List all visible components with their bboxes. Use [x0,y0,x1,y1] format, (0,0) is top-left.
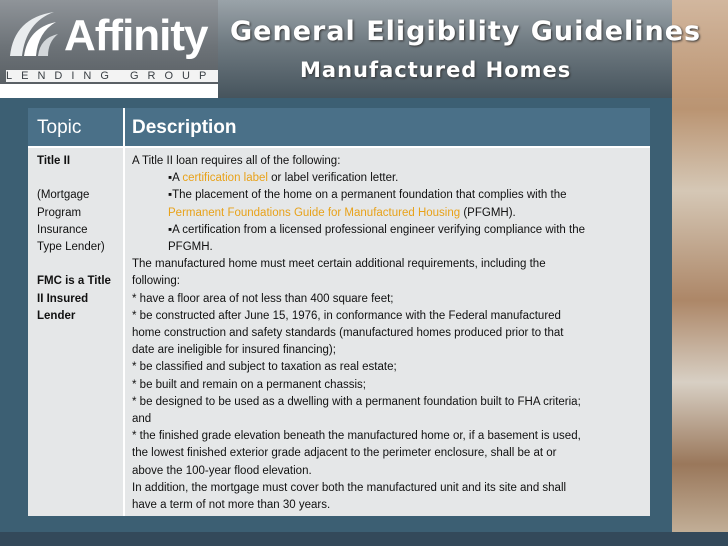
topic-lender-line: II Insured [37,292,89,305]
desc-line: above the 100-year flood elevation. [132,464,312,477]
desc-line: and [132,413,152,426]
desc-line: * be classified and subject to taxation as real estate; [132,361,397,374]
row-divider [28,146,650,148]
desc-line: date are ineligible for insured financing); [132,344,336,357]
desc-line: following: [132,275,180,288]
bullet-engineer-cont: PFGMH. [168,241,213,254]
header-topic: Topic [37,117,82,138]
desc-line: * be constructed after June 15, 1976, in conformance with the Federal manufactured [132,309,561,322]
topic-sub-line: Program [37,206,82,219]
logo [0,0,218,84]
topic-sub-line: (Mortgage [37,189,90,202]
header-description: Description [132,117,237,138]
column-divider [123,108,125,516]
certification-label-link[interactable]: certification label [182,172,268,185]
desc-line: the lowest finished exterior grade adjacent to the perimeter enclosure, shall be at or [132,447,557,460]
bullet-text: ▪A [168,172,183,185]
topic-title: Title II [37,155,71,167]
bullet-foundation-cont [132,205,648,222]
bullet-foundation: ▪The placement of the home on a permanent foundation that complies with the [168,189,567,202]
photo-strip [672,0,728,546]
desc-line: home construction and safety standards (manufactured homes produced prior to that [132,327,564,340]
desc-intro: A Title II loan requires all of the following: [132,155,341,167]
topic-lender-line: Lender [37,309,76,322]
pfgmh-guide-link[interactable]: Permanent Foundations Guide for Manufactured Housing [168,206,461,219]
table-header-row [28,108,650,146]
page-subtitle: Manufactured Homes [300,58,572,82]
bullet-engineer: ▪A certification from a licensed professional engineer verifying compliance with the [168,223,586,236]
desc-line: * have a floor area of not less than 400 square feet; [132,292,394,305]
logo-mark-icon [6,8,60,60]
desc-line: In addition, the mortgage must cover both the manufactured unit and its site and shall [132,481,567,494]
desc-line: have a term of not more than 30 years. [132,499,331,512]
desc-line: * be built and remain on a permanent chassis; [132,378,366,391]
topic-sub-line: Type Lender) [37,241,105,253]
description-cell [132,153,648,514]
logo-tagline: LENDING GROUP [6,70,218,82]
desc-line: * the finished grade elevation beneath the manufactured home or, if a basement is used, [132,430,581,443]
topic-sub-line: Insurance [37,223,88,236]
topic-lender-line: FMC is a Title [37,275,111,288]
bullet-certification [132,170,648,187]
footer-bar [0,532,728,546]
bullet-text: (PFGMH). [460,206,516,219]
desc-line: The manufactured home must meet certain additional requirements, including the [132,258,546,271]
page-title: General Eligibility Guidelines [230,16,702,47]
guidelines-table [28,108,650,516]
title-banner [218,0,728,98]
bullet-text: or label verification letter. [267,172,399,185]
topic-cell [37,153,121,325]
logo-wordmark: Affinity [64,11,208,60]
desc-line: * be designed to be used as a dwelling with a permanent foundation built to FHA criteria; [132,395,581,408]
